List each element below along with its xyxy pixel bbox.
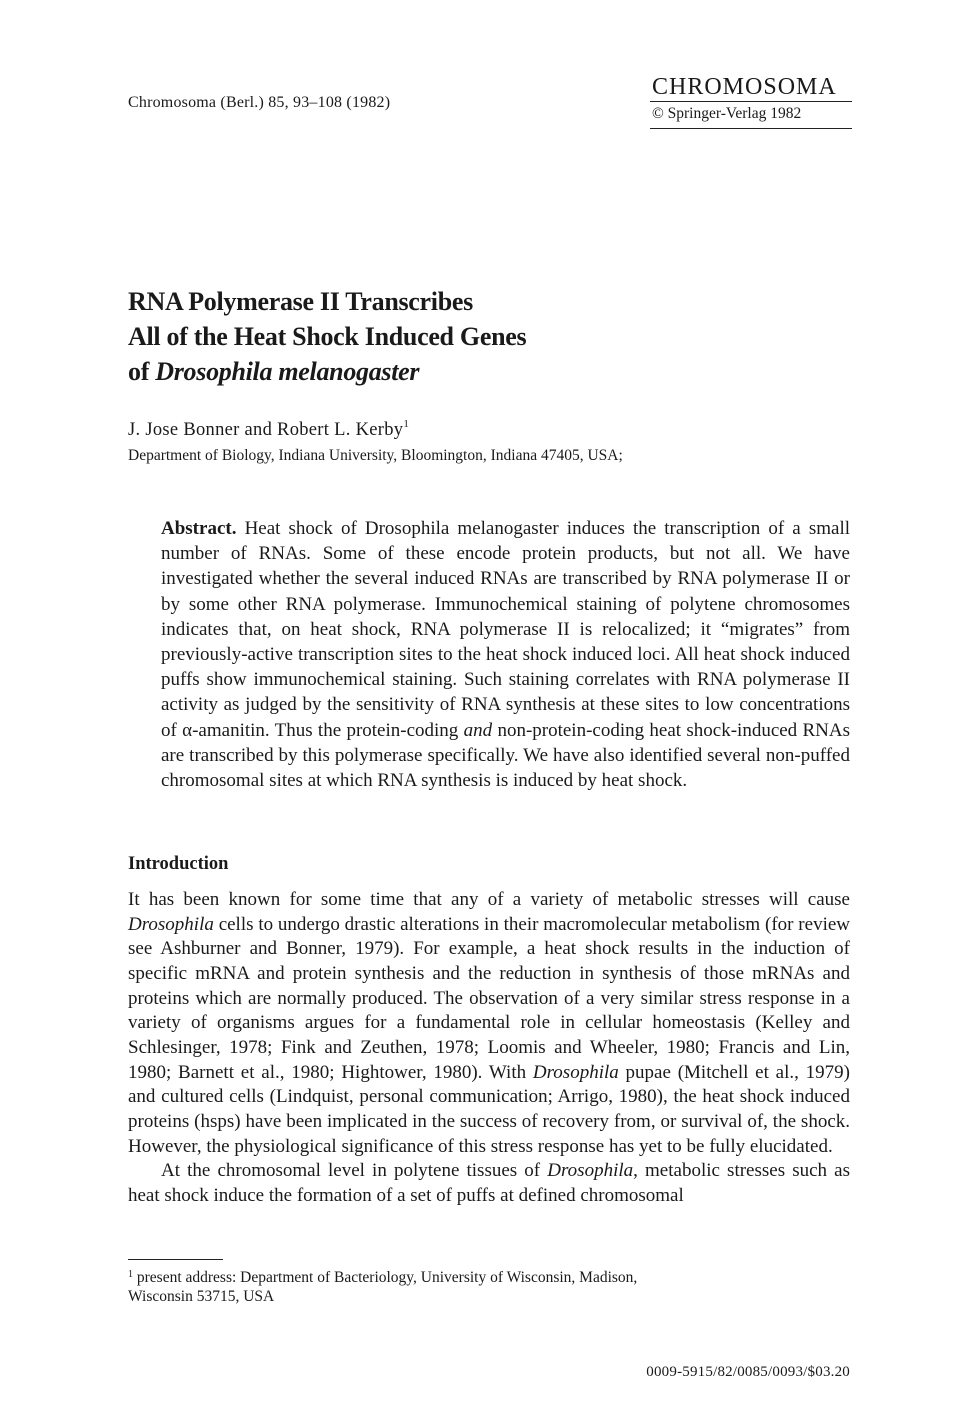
footnote-mark: 1 [128, 1269, 133, 1280]
abstract-heading: Abstract. [161, 518, 237, 539]
abstract-text-italic: and [463, 719, 493, 741]
journal-masthead [650, 74, 852, 129]
intro-p2-italic-1: Drosophila [547, 1160, 634, 1182]
intro-paragraph-1 [128, 888, 850, 1159]
abstract-text-2: non-protein-coding heat shock-induced RNAs are transcribed by this polymerase specifically. We have also identified several non-puffed chromosomal sites at which RNA synthesis is induced by heat shock. [161, 719, 851, 792]
intro-p1-italic-1: Drosophila [128, 913, 214, 935]
intro-p1-text-a: It has been known for some time that any of a variety of metabolic stresses will cause [128, 889, 850, 910]
copyright-notice: © Springer-Verlag 1982 [652, 105, 802, 122]
intro-p2-text-a: At the chromosomal level in polytene tissues of [161, 1160, 548, 1182]
title-line-1: RNA Polymerase II Transcribes [128, 287, 473, 316]
publisher-code: 0009-5915/82/0085/0093/$03.20 [646, 1364, 850, 1380]
intro-p2-text-b: , metabolic stresses such as heat shock induce the formation of a set of puffs at defined chromosomal [128, 1160, 851, 1206]
journal-name: CHROMOSOMA [652, 74, 837, 100]
author-affiliation: Department of Biology, Indiana University, Bloomington, Indiana 47405, USA; [128, 447, 623, 464]
footnote-line-1 [128, 1265, 828, 1287]
introduction-body [128, 888, 850, 1209]
intro-p1-italic-2: Drosophila [532, 1061, 619, 1083]
author-list [128, 418, 409, 441]
intro-p1-text-c: pupae (Mitchell et al., 1979) and cultured cells (Lindquist, personal communication; Arrigo, 1980), the heat shock induced proteins (hsps) have been implicated in the success of recovery from, or survival of, the shock. However, the physiological significance of this stress response has yet to be fully elucidated. [128, 1061, 850, 1157]
footnote-text-1: present address: Department of Bacteriology, University of Wisconsin, Madison, [136, 1269, 638, 1286]
title-species-name: Drosophila melanogaster [155, 357, 420, 386]
title-line-3 [128, 354, 828, 389]
abstract-text-1: Heat shock of Drosophila melanogaster induces the transcription of a small number of RNAs. Some of these encode protein products, but not all. We have investigated whether the several induced RNAs are transcribed by RNA polymerase II or by some other RNA polymerase. Immunochemical staining of polytene chromosomes indicates that, on heat shock, RNA polymerase II is relocalized; it “migrates” from previously-active transcription sites to the heat shock induced loci. All heat shock induced puffs show immunochemical staining. Such staining correlates with RNA polymerase II activity as judged by the sensitivity of RNA synthesis at these sites to low concentrations of α-amanitin. Thus the protein-coding [161, 518, 851, 741]
masthead-divider-bottom [650, 128, 852, 129]
title-line-2: All of the Heat Shock Induced Genes [128, 322, 527, 351]
article-title [128, 284, 828, 389]
introduction-heading: Introduction [128, 854, 229, 874]
author-footnote-mark: 1 [403, 418, 410, 430]
footnote [128, 1265, 828, 1306]
abstract [161, 516, 850, 793]
intro-p1-text-b: cells to undergo drastic alterations in their macromolecular metabolism (for review see Ashburner and Bonner, 1979). For example, a heat shock results in the induction of specific mRNA and protein synthesis and the reduction in synthesis of those mRNAs and proteins which are normally produced. The observation of a very similar stress response in a variety of organisms argues for a fundamental role in cellular homeostasis (Kelley and Schlesinger, 1978; Fink and Zeuthen, 1978; Loomis and Wheeler, 1980; Francis and Lin, 1980; Barnett et al., 1980; Hightower, 1980). With [128, 913, 850, 1083]
footnote-divider [128, 1259, 223, 1260]
footnote-line-2: Wisconsin 53715, USA [128, 1288, 275, 1305]
journal-citation: Chromosoma (Berl.) 85, 93–108 (1982) [128, 94, 391, 111]
title-line-3-prefix: of [128, 357, 156, 386]
masthead-divider [650, 101, 852, 102]
author-names: J. Jose Bonner and Robert L. Kerby [128, 420, 404, 440]
intro-paragraph-2 [128, 1159, 850, 1208]
